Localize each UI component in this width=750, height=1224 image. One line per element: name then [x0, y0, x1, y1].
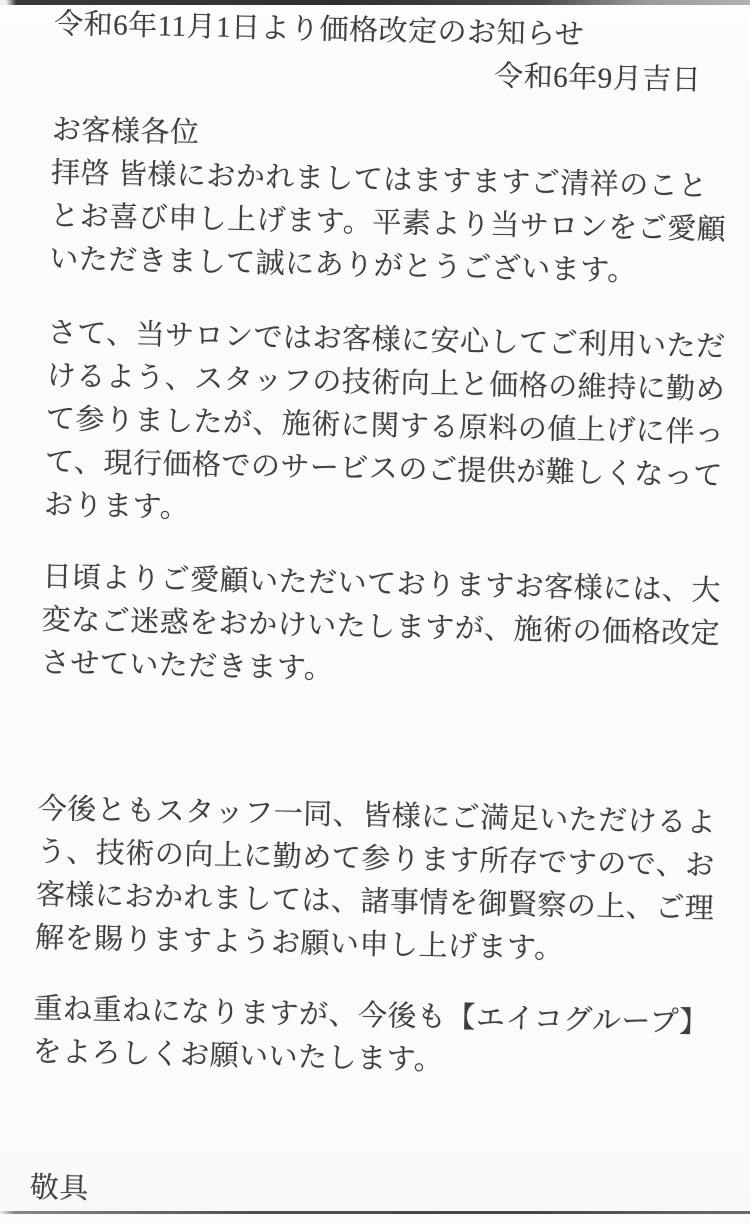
- letter-closing: 敬具: [29, 1171, 90, 1206]
- letter-line: さて、当サロンではお客様に安心してご利用いただ: [47, 317, 726, 364]
- letter-body: [29, 3, 727, 1224]
- letter-line: けるよう、スタッフの技術向上と価格の維持に勤め: [46, 360, 726, 407]
- letter-line: いただきまして誠にありがとうございます。: [48, 243, 638, 288]
- letter-line: 解を賜りますようお願い申し上げます。: [34, 921, 564, 966]
- letter-line: 重ね重ねになりますが、今後も【エイコグループ】: [33, 992, 710, 1040]
- paragraph-greeting: [48, 152, 727, 295]
- letter-line: させていただきます。: [40, 647, 334, 686]
- letter-line: う、技術の向上に勤めて参ります所存ですので、お: [36, 835, 715, 883]
- letter-date: 令和6年9月吉日: [493, 60, 702, 97]
- letter-salutation: お客様各位: [51, 114, 200, 150]
- paragraph-request: [34, 788, 717, 974]
- paragraph-thanks: [32, 988, 710, 1088]
- letter-line: をよろしくお願いいたします。: [32, 1035, 444, 1077]
- letter-line: て参りましたが、施術に関する原料の値上げに伴っ: [45, 403, 725, 450]
- letter-line: 日頃よりご愛顧いただいておりますお客様には、大: [42, 561, 722, 608]
- letter-line: 客様におかれましては、諸事情を御賢察の上、ご理: [35, 878, 715, 926]
- letter-line: とお喜び申し上げます。平素より当サロンをご愛顧: [49, 200, 727, 247]
- letter-title: 令和6年11月1日より価格改定のお知らせ: [53, 8, 585, 52]
- letter-line: 今後ともスタッフ一同、皆様にご満足いただけるよ: [37, 792, 717, 840]
- paragraph-apology: [40, 556, 722, 699]
- letter-line: おります。: [43, 489, 190, 525]
- letter-line: 変なご迷惑をおかけいたしますが、施術の価格改定: [41, 604, 721, 651]
- letter-line: て、現行価格でのサービスのご提供が難しくなって: [44, 446, 724, 493]
- paragraph-reason: [43, 312, 726, 541]
- letter-line: 拝啓 皆様におかれましてはますますご清祥のこと: [50, 157, 709, 203]
